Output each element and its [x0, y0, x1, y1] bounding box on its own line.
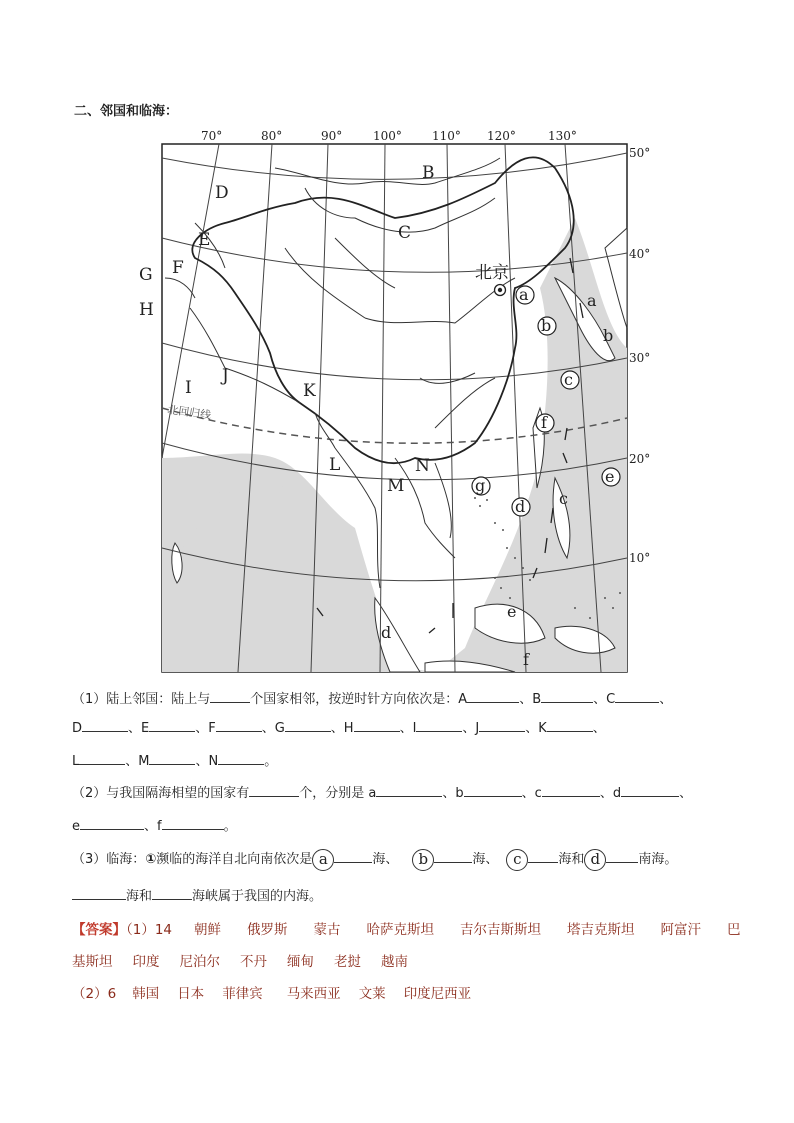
country-G: G: [139, 265, 153, 285]
q3-blank-c[interactable]: [528, 850, 558, 863]
q3-s3: 海和: [558, 852, 585, 867]
q1-label-end2: 、: [592, 721, 606, 736]
circled-b: b: [541, 316, 552, 335]
q3-blank-d[interactable]: [606, 850, 638, 863]
q1-blank-G[interactable]: [285, 719, 331, 732]
q1-blank-L[interactable]: [79, 752, 125, 765]
q1-label-G: 、G: [261, 721, 285, 736]
q3-num: ①: [145, 852, 157, 867]
answer-item: 越南: [381, 954, 408, 970]
lon-label-2: 90°: [321, 129, 343, 143]
q1-line3: [72, 750, 277, 769]
q1-blank-M[interactable]: [149, 752, 195, 765]
q1-blank-I[interactable]: [416, 719, 462, 732]
longitude-labels: [201, 129, 577, 143]
q2-label-end: 、: [679, 786, 693, 801]
q3-blank-inner-sea[interactable]: [72, 887, 126, 900]
plain-a: a: [587, 291, 597, 310]
answer-item: 印度: [132, 954, 160, 970]
plain-c: c: [559, 489, 568, 508]
q1-label-C: 、C: [593, 692, 616, 707]
q1-label-I: 、I: [399, 721, 417, 736]
country-J: J: [222, 366, 229, 386]
answer-item: 菲律宾: [222, 986, 263, 1002]
answer-item: 印度尼西亚: [403, 986, 472, 1002]
answer-q1-num: （1）14: [126, 922, 173, 938]
answer-item: 韩国: [132, 986, 160, 1002]
q3-blank-a[interactable]: [334, 850, 372, 863]
lat-label-4: 10°: [629, 551, 651, 565]
circled-d: d: [515, 497, 526, 516]
q2-end: 。: [223, 819, 237, 834]
q1-blank-C[interactable]: [615, 690, 659, 703]
q2-label-c: 、c: [521, 786, 542, 801]
q3-prefix: （3）临海：: [72, 852, 146, 867]
answer-item: 基斯坦: [72, 954, 113, 970]
answer-row3: [72, 982, 471, 1002]
q1-label-N: 、N: [195, 754, 219, 769]
q3-s4: 南海。: [638, 852, 678, 867]
q2-label-b: 、b: [442, 786, 464, 801]
answer-item: 老挝: [334, 954, 361, 970]
section-heading: 二、邻国和临海：: [74, 104, 179, 119]
q1-label-M: 、M: [125, 754, 150, 769]
circled-a: a: [519, 285, 529, 304]
q2-label-e: e: [72, 819, 80, 834]
answer-item: 不丹: [240, 954, 267, 970]
q2-blank-f[interactable]: [162, 817, 224, 830]
country-F: F: [172, 258, 184, 278]
q3-line2: [72, 885, 322, 904]
country-I: I: [185, 378, 192, 398]
lat-label-2: 30°: [629, 351, 651, 365]
asia-map: [135, 128, 655, 678]
country-L: L: [329, 455, 341, 475]
q2-label-d: 、d: [599, 786, 622, 801]
q1-blank-H[interactable]: [354, 719, 400, 732]
country-H: H: [139, 300, 154, 320]
q1-count-blank[interactable]: [210, 690, 250, 703]
q2-blank-a[interactable]: [376, 784, 442, 797]
q2-blank-c[interactable]: [542, 784, 600, 797]
q3-circle-b: b: [412, 849, 434, 871]
circled-c: c: [564, 370, 573, 389]
q1-label-end: 、: [659, 692, 673, 707]
q1-blank-K[interactable]: [547, 719, 593, 732]
country-B: B: [422, 163, 435, 183]
q3-text1: 濒临的海洋自北向南依次是: [156, 852, 313, 867]
answer-item: 日本: [177, 986, 205, 1002]
answer-item: 哈萨克斯坦: [366, 922, 435, 938]
q3-blank-strait[interactable]: [152, 887, 192, 900]
plain-e: e: [507, 602, 517, 621]
plain-b: b: [603, 326, 614, 345]
q3-s2: 海、: [472, 852, 499, 867]
q2-mid: 个，分别是 a: [299, 786, 377, 801]
q3-line1: [72, 848, 677, 871]
q2-count-blank[interactable]: [249, 784, 299, 797]
answer-item: 巴: [727, 922, 741, 938]
plain-d: d: [381, 623, 392, 642]
q2-blank-e[interactable]: [80, 817, 144, 830]
q1-prefix: （1）陆上邻国：陆上与: [72, 692, 211, 707]
q2-line1: [72, 782, 692, 801]
lon-label-6: 130°: [548, 129, 577, 143]
answer-item: 蒙古: [313, 922, 341, 938]
q1-blank-A[interactable]: [467, 690, 519, 703]
q3-circle-d: d: [584, 849, 606, 871]
country-M: M: [387, 476, 405, 496]
circled-g: g: [475, 476, 486, 495]
q3-blank-b[interactable]: [434, 850, 472, 863]
country-N: N: [415, 456, 430, 476]
q1-blank-F[interactable]: [216, 719, 262, 732]
answer-item: 文莱: [358, 986, 386, 1002]
q3-circle-c: c: [506, 849, 528, 871]
q1-label-D: D: [72, 721, 83, 736]
tropic-label: 北回归线: [166, 403, 212, 423]
country-E: E: [198, 230, 211, 250]
country-D: D: [215, 183, 229, 203]
answer-row2: [72, 950, 408, 970]
q1-blank-E[interactable]: [149, 719, 195, 732]
lat-label-0: 50°: [629, 146, 651, 160]
q1-blank-D[interactable]: [82, 719, 128, 732]
answer-q2-num: （2）6: [72, 986, 117, 1002]
q1-label-H: 、H: [330, 721, 354, 736]
answer-item: 马来西亚: [286, 986, 341, 1002]
lon-label-1: 80°: [261, 129, 283, 143]
answer-item: 阿富汗: [660, 922, 702, 938]
circled-e: e: [605, 467, 615, 486]
q1-blank-N[interactable]: [218, 752, 264, 765]
lon-label-3: 100°: [373, 129, 402, 143]
q2-line2: [72, 815, 237, 834]
latitude-labels: [629, 146, 650, 565]
q3-line2b: 海峡属于我国的内海。: [192, 889, 323, 904]
answer-tag: 【答案】: [72, 922, 126, 938]
q1-blank-B[interactable]: [541, 690, 593, 703]
lon-label-0: 70°: [201, 129, 223, 143]
answer-row1: [72, 918, 741, 938]
q3-s1: 海、: [372, 852, 399, 867]
answer-item: 缅甸: [287, 954, 314, 970]
lat-label-3: 20°: [629, 452, 651, 466]
q3-circle-a: a: [312, 849, 334, 871]
answer-item: 尼泊尔: [179, 954, 220, 970]
answer-item: 吉尔吉斯斯坦: [460, 922, 542, 938]
q2-prefix: （2）与我国隔海相望的国家有: [72, 786, 250, 801]
lat-label-1: 40°: [629, 247, 651, 261]
circled-f: f: [541, 413, 547, 432]
q1-end: 。: [264, 754, 278, 769]
q3-line2a: 海和: [126, 889, 153, 904]
country-K: K: [303, 381, 316, 401]
q1-label-E: 、E: [128, 721, 150, 736]
lon-label-5: 120°: [487, 129, 516, 143]
plain-f: f: [523, 650, 529, 669]
q2-label-f: 、f: [144, 819, 162, 834]
q1-label-L: L: [72, 754, 80, 769]
lon-label-4: 110°: [432, 129, 461, 143]
answer-item: 俄罗斯: [247, 922, 288, 938]
q1-mid: 个国家相邻，按逆时针方向依次是：A: [250, 692, 468, 707]
q1-line2: [72, 717, 606, 736]
country-C: C: [398, 223, 412, 243]
q1-line1: [72, 688, 672, 707]
answer-item: 塔吉克斯坦: [567, 922, 635, 938]
capital-label: 北京: [475, 263, 509, 283]
q1-label-K: 、K: [525, 721, 547, 736]
q1-blank-J[interactable]: [479, 719, 525, 732]
answer-item: 朝鲜: [194, 922, 222, 938]
q1-label-B: 、B: [519, 692, 542, 707]
q1-label-J: 、J: [462, 721, 480, 736]
q2-blank-b[interactable]: [464, 784, 522, 797]
q2-blank-d[interactable]: [621, 784, 679, 797]
q1-label-F: 、F: [195, 721, 216, 736]
